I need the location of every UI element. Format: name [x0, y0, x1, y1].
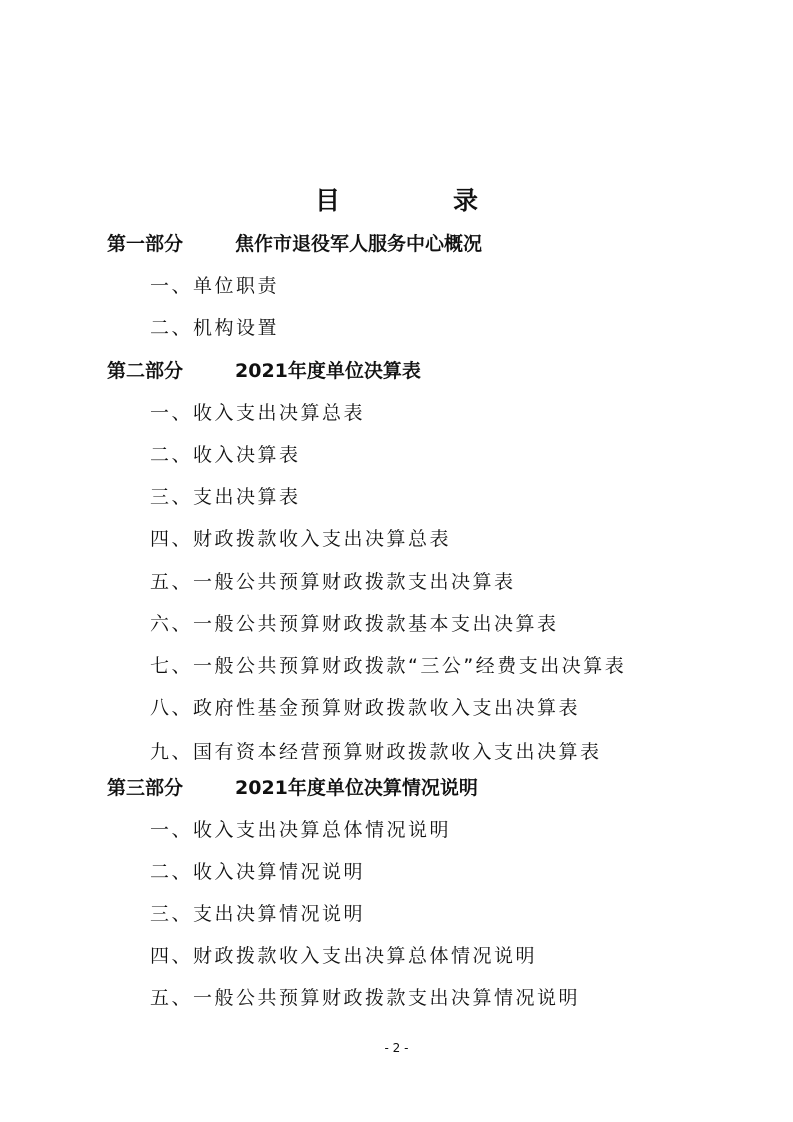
part-number: 第三部分 [107, 777, 184, 799]
toc-item: 一、收入支出决算总表 [150, 402, 366, 424]
toc-item: 八、政府性基金预算财政拨款收入支出决算表 [150, 697, 581, 719]
part-title: 2021年度单位决算情况说明 [235, 777, 478, 799]
toc-item: 三、支出决算情况说明 [150, 903, 366, 925]
page-number: - 2 - [384, 1041, 409, 1055]
part-number: 第一部分 [107, 233, 184, 255]
toc-title: 目 录 [314, 186, 522, 215]
part-title: 焦作市退役军人服务中心概况 [235, 233, 483, 255]
toc-item: 六、一般公共预算财政拨款基本支出决算表 [150, 613, 559, 635]
toc-item: 二、机构设置 [150, 317, 280, 339]
toc-item: 四、财政拨款收入支出决算总体情况说明 [150, 945, 538, 967]
toc-item: 五、一般公共预算财政拨款支出决算表 [150, 571, 516, 593]
toc-item: 三、支出决算表 [150, 486, 301, 508]
part-number: 第二部分 [107, 360, 184, 382]
toc-item: 九、国有资本经营预算财政拨款收入支出决算表 [150, 741, 602, 763]
toc-item: 七、一般公共预算财政拨款“三公”经费支出决算表 [150, 655, 627, 677]
part-heading [107, 358, 421, 384]
toc-item: 二、收入决算情况说明 [150, 861, 366, 883]
part-title: 2021年度单位决算表 [235, 360, 421, 382]
toc-item: 一、单位职责 [150, 275, 280, 297]
part-heading [107, 231, 482, 257]
part-heading [107, 775, 478, 801]
toc-item: 五、一般公共预算财政拨款支出决算情况说明 [150, 987, 581, 1009]
toc-item: 一、收入支出决算总体情况说明 [150, 819, 452, 841]
toc-item: 二、收入决算表 [150, 444, 301, 466]
toc-item: 四、财政拨款收入支出决算总表 [150, 528, 452, 550]
